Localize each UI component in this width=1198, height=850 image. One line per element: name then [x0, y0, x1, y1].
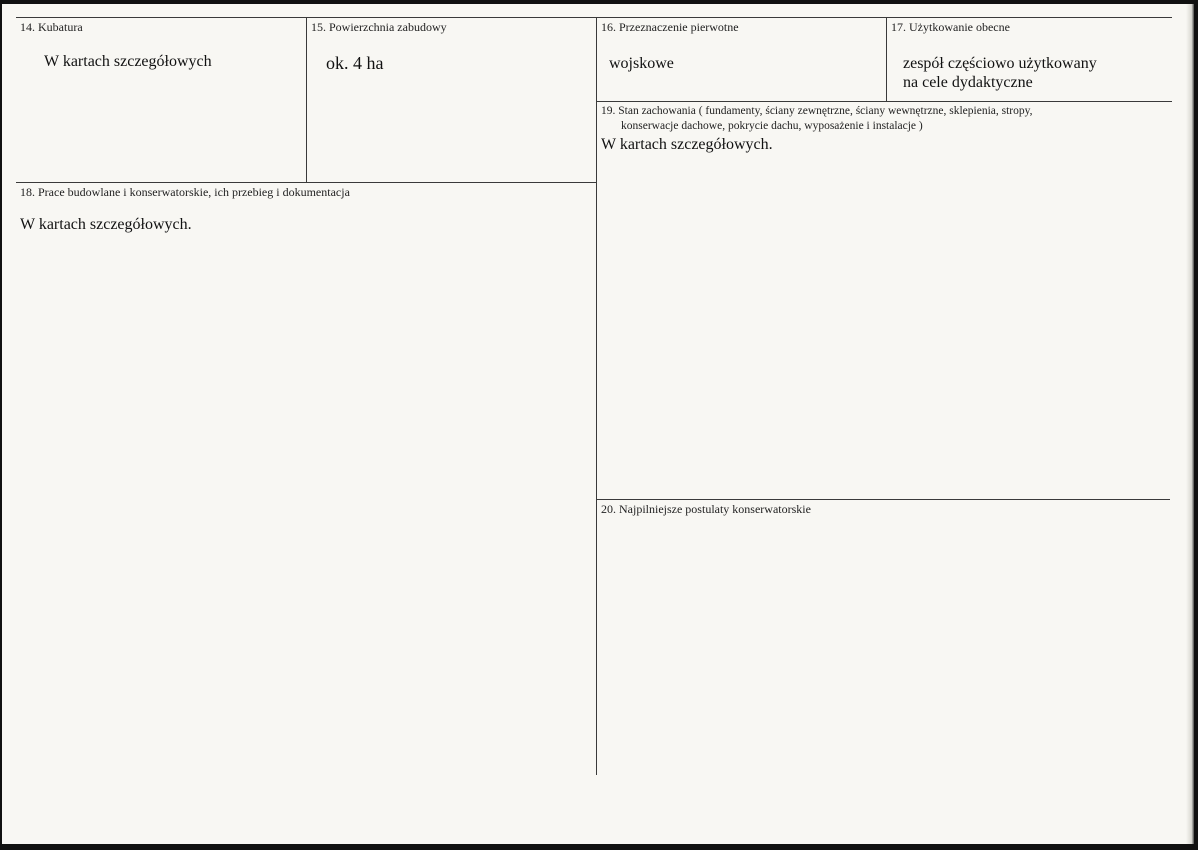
- field-17-value-line2: na cele dydaktyczne: [903, 74, 1033, 91]
- form-page: [2, 4, 1194, 844]
- divider-14-15: [306, 17, 307, 183]
- field-15-value: ok. 4 ha: [326, 53, 384, 73]
- field-14-label: 14. Kubatura: [20, 20, 83, 34]
- field-15-label: 15. Powierzchnia zabudowy: [311, 20, 447, 34]
- divider-top-18: [16, 182, 596, 183]
- field-16-label: 16. Przeznaczenie pierwotne: [601, 20, 739, 34]
- field-20-label: 20. Najpilniejsze postulaty konserwatorskie: [601, 502, 811, 516]
- field-18-label: 18. Prace budowlane i konserwatorskie, ich przebieg i dokumentacja: [20, 185, 350, 199]
- field-17-value-line1: zespół częściowo użytkowany: [903, 55, 1097, 72]
- field-17-label: 17. Użytkowanie obecne: [891, 20, 1010, 34]
- field-18-value: W kartach szczegółowych.: [20, 216, 192, 233]
- divider-left-right: [596, 17, 597, 775]
- field-19-value: W kartach szczegółowych.: [601, 136, 773, 153]
- top-border-line: [16, 17, 1172, 18]
- field-16-value: wojskowe: [609, 55, 674, 72]
- field-19-label-line1: 19. Stan zachowania ( fundamenty, ściany zewnętrzne, ściany wewnętrzne, sklepienia, stropy,: [601, 105, 1033, 117]
- field-14-value: W kartach szczegółowych: [44, 53, 212, 70]
- field-19-label-line2: konserwacje dachowe, pokrycie dachu, wyposażenie i instalacje ): [621, 120, 923, 132]
- divider-16-17: [886, 17, 887, 101]
- divider-19-20: [596, 499, 1170, 500]
- divider-17-19: [596, 101, 1172, 102]
